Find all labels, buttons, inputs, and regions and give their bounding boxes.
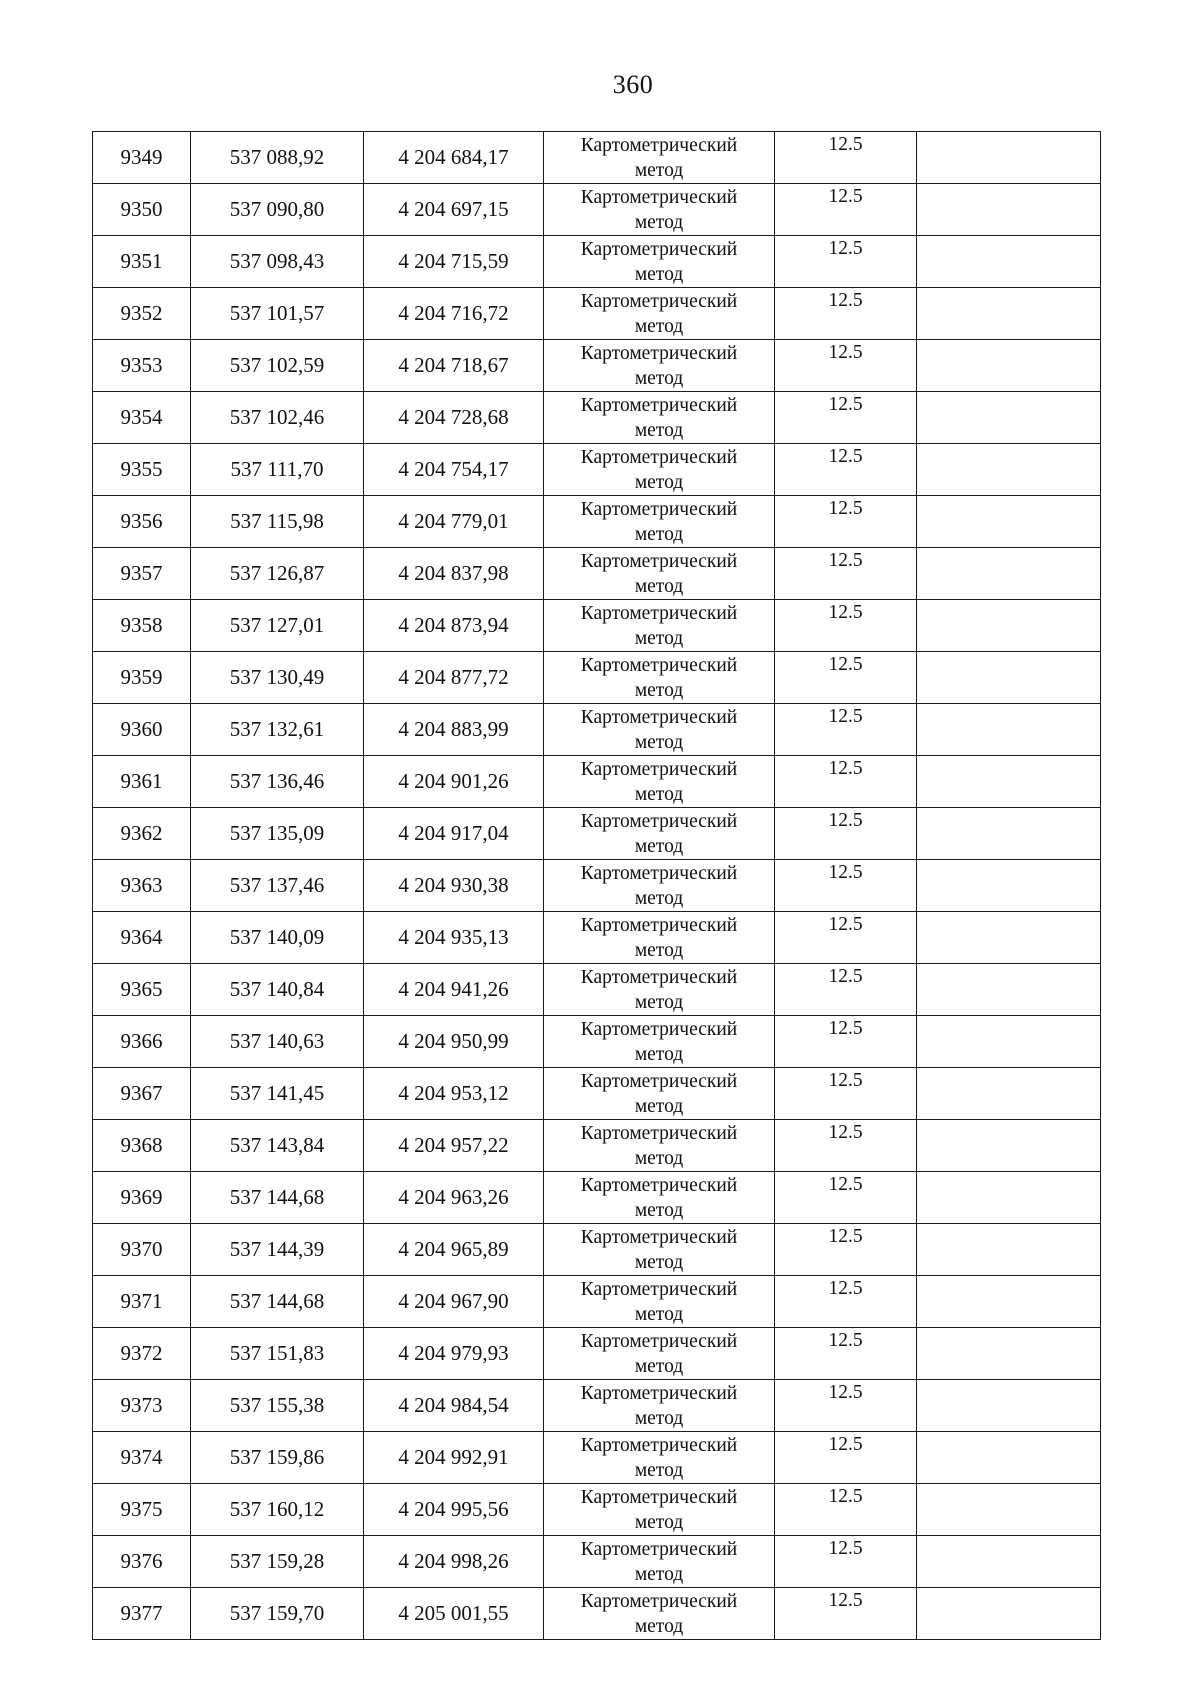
note-cell [917,912,1101,964]
accuracy-cell: 12.5 [775,964,917,1016]
note-cell [917,1536,1101,1588]
method-cell [544,288,775,340]
table-row [93,1068,1101,1120]
method-cell [544,756,775,808]
y-coordinate-cell: 4 204 716,72 [364,288,544,340]
y-coordinate-cell: 4 204 684,17 [364,132,544,184]
note-cell [917,964,1101,1016]
note-cell [917,1328,1101,1380]
note-cell [917,1432,1101,1484]
accuracy-cell: 12.5 [775,1588,917,1640]
table-row [93,1016,1101,1068]
method-line-1: Картометрический [580,1071,738,1092]
x-coordinate-cell: 537 155,38 [191,1380,364,1432]
method-line-1: Картометрический [580,759,738,780]
note-cell [917,704,1101,756]
method-line-1: Картометрический [580,499,738,520]
note-cell [917,1276,1101,1328]
table-row [93,964,1101,1016]
table-row [93,1432,1101,1484]
method-cell [544,1536,775,1588]
method-line-2: метод [634,1044,684,1065]
note-cell [917,236,1101,288]
method-line-1: Картометрический [580,1019,738,1040]
point-number-cell: 9365 [93,964,191,1016]
x-coordinate-cell: 537 159,86 [191,1432,364,1484]
note-cell [917,756,1101,808]
method-line-2: метод [634,680,684,701]
y-coordinate-cell: 4 204 965,89 [364,1224,544,1276]
accuracy-cell: 12.5 [775,444,917,496]
x-coordinate-cell: 537 159,28 [191,1536,364,1588]
method-line-1: Картометрический [580,291,738,312]
accuracy-cell: 12.5 [775,652,917,704]
table-row [93,912,1101,964]
y-coordinate-cell: 4 204 935,13 [364,912,544,964]
y-coordinate-cell: 4 204 995,56 [364,1484,544,1536]
method-cell [544,392,775,444]
note-cell [917,444,1101,496]
method-line-1: Картометрический [580,1279,738,1300]
method-line-2: метод [634,160,684,181]
page-number: 360 [612,70,654,99]
point-number-cell: 9363 [93,860,191,912]
note-cell [917,548,1101,600]
table-row [93,1328,1101,1380]
x-coordinate-cell: 537 090,80 [191,184,364,236]
method-line-2: метод [634,1148,684,1169]
point-number-cell: 9360 [93,704,191,756]
method-line-2: метод [634,1408,684,1429]
method-cell [544,912,775,964]
method-cell [544,132,775,184]
table-row [93,704,1101,756]
y-coordinate-cell: 4 204 998,26 [364,1536,544,1588]
method-line-1: Картометрический [580,343,738,364]
accuracy-cell: 12.5 [775,1328,917,1380]
accuracy-cell: 12.5 [775,184,917,236]
table-row [93,1224,1101,1276]
point-number-cell: 9370 [93,1224,191,1276]
method-line-1: Картометрический [580,187,738,208]
accuracy-cell: 12.5 [775,1120,917,1172]
method-line-1: Картометрический [580,655,738,676]
table-row [93,1120,1101,1172]
accuracy-cell: 12.5 [775,1224,917,1276]
table-row [93,340,1101,392]
table-row [93,444,1101,496]
method-line-2: метод [634,524,684,545]
note-cell [917,600,1101,652]
accuracy-cell: 12.5 [775,236,917,288]
point-number-cell: 9356 [93,496,191,548]
y-coordinate-cell: 4 204 917,04 [364,808,544,860]
method-cell [544,444,775,496]
x-coordinate-cell: 537 144,68 [191,1172,364,1224]
y-coordinate-cell: 4 204 950,99 [364,1016,544,1068]
accuracy-cell: 12.5 [775,1380,917,1432]
method-line-2: метод [634,1616,684,1637]
y-coordinate-cell: 4 204 715,59 [364,236,544,288]
x-coordinate-cell: 537 127,01 [191,600,364,652]
x-coordinate-cell: 537 140,09 [191,912,364,964]
method-cell [544,496,775,548]
y-coordinate-cell: 4 204 883,99 [364,704,544,756]
point-number-cell: 9375 [93,1484,191,1536]
method-line-1: Картометрический [580,1175,738,1196]
accuracy-cell: 12.5 [775,912,917,964]
method-line-1: Картометрический [580,395,738,416]
point-number-cell: 9377 [93,1588,191,1640]
method-cell [544,860,775,912]
accuracy-cell: 12.5 [775,288,917,340]
table-row [93,1276,1101,1328]
y-coordinate-cell: 4 204 941,26 [364,964,544,1016]
table-row [93,496,1101,548]
method-line-1: Картометрический [580,1591,738,1612]
table-row [93,548,1101,600]
x-coordinate-cell: 537 141,45 [191,1068,364,1120]
method-line-2: метод [634,992,684,1013]
y-coordinate-cell: 4 204 930,38 [364,860,544,912]
point-number-cell: 9367 [93,1068,191,1120]
point-number-cell: 9376 [93,1536,191,1588]
x-coordinate-cell: 537 140,84 [191,964,364,1016]
point-number-cell: 9353 [93,340,191,392]
x-coordinate-cell: 537 130,49 [191,652,364,704]
x-coordinate-cell: 537 137,46 [191,860,364,912]
point-number-cell: 9352 [93,288,191,340]
x-coordinate-cell: 537 098,43 [191,236,364,288]
method-cell [544,1588,775,1640]
method-line-2: метод [634,472,684,493]
point-number-cell: 9359 [93,652,191,704]
point-number-cell: 9369 [93,1172,191,1224]
x-coordinate-cell: 537 132,61 [191,704,364,756]
x-coordinate-cell: 537 136,46 [191,756,364,808]
y-coordinate-cell: 4 204 979,93 [364,1328,544,1380]
method-cell [544,1172,775,1224]
accuracy-cell: 12.5 [775,548,917,600]
table-row [93,236,1101,288]
method-line-2: метод [634,420,684,441]
y-coordinate-cell: 4 204 963,26 [364,1172,544,1224]
method-line-2: метод [634,836,684,857]
method-line-2: метод [634,628,684,649]
note-cell [917,132,1101,184]
method-line-2: метод [634,1460,684,1481]
point-number-cell: 9373 [93,1380,191,1432]
note-cell [917,1172,1101,1224]
accuracy-cell: 12.5 [775,1432,917,1484]
method-cell [544,964,775,1016]
table-row [93,756,1101,808]
y-coordinate-cell: 4 204 877,72 [364,652,544,704]
x-coordinate-cell: 537 151,83 [191,1328,364,1380]
method-line-1: Картометрический [580,1539,738,1560]
note-cell [917,1068,1101,1120]
method-line-1: Картометрический [580,1331,738,1352]
x-coordinate-cell: 537 144,68 [191,1276,364,1328]
method-line-1: Картометрический [580,967,738,988]
method-cell [544,1276,775,1328]
method-cell [544,652,775,704]
accuracy-cell: 12.5 [775,392,917,444]
method-cell [544,236,775,288]
table-row [93,184,1101,236]
coordinates-table [92,131,1101,1640]
method-line-2: метод [634,1564,684,1585]
point-number-cell: 9358 [93,600,191,652]
method-line-1: Картометрический [580,551,738,572]
note-cell [917,652,1101,704]
x-coordinate-cell: 537 101,57 [191,288,364,340]
y-coordinate-cell: 4 204 957,22 [364,1120,544,1172]
method-line-1: Картометрический [580,447,738,468]
y-coordinate-cell: 4 204 754,17 [364,444,544,496]
method-cell [544,1484,775,1536]
method-cell [544,184,775,236]
point-number-cell: 9362 [93,808,191,860]
accuracy-cell: 12.5 [775,808,917,860]
method-line-2: метод [634,1096,684,1117]
method-line-2: метод [634,1252,684,1273]
note-cell [917,340,1101,392]
x-coordinate-cell: 537 135,09 [191,808,364,860]
method-cell [544,1068,775,1120]
note-cell [917,1588,1101,1640]
table-row [93,288,1101,340]
note-cell [917,288,1101,340]
method-line-1: Картометрический [580,1383,738,1404]
method-line-1: Картометрический [580,915,738,936]
x-coordinate-cell: 537 102,59 [191,340,364,392]
point-number-cell: 9371 [93,1276,191,1328]
accuracy-cell: 12.5 [775,132,917,184]
accuracy-cell: 12.5 [775,1172,917,1224]
y-coordinate-cell: 4 204 953,12 [364,1068,544,1120]
method-cell [544,1016,775,1068]
method-line-2: метод [634,576,684,597]
method-line-2: метод [634,940,684,961]
note-cell [917,1224,1101,1276]
point-number-cell: 9350 [93,184,191,236]
method-cell [544,1432,775,1484]
method-line-1: Картометрический [580,1227,738,1248]
accuracy-cell: 12.5 [775,756,917,808]
table-row [93,1172,1101,1224]
y-coordinate-cell: 4 204 901,26 [364,756,544,808]
y-coordinate-cell: 4 204 718,67 [364,340,544,392]
table-row [93,1588,1101,1640]
method-line-2: метод [634,784,684,805]
method-line-2: метод [634,316,684,337]
method-cell [544,340,775,392]
point-number-cell: 9349 [93,132,191,184]
method-line-2: метод [634,264,684,285]
table-row [93,1536,1101,1588]
table-row [93,652,1101,704]
note-cell [917,184,1101,236]
point-number-cell: 9351 [93,236,191,288]
point-number-cell: 9368 [93,1120,191,1172]
method-line-1: Картометрический [580,135,738,156]
y-coordinate-cell: 4 205 001,55 [364,1588,544,1640]
y-coordinate-cell: 4 204 728,68 [364,392,544,444]
point-number-cell: 9366 [93,1016,191,1068]
y-coordinate-cell: 4 204 873,94 [364,600,544,652]
table-row [93,1380,1101,1432]
y-coordinate-cell: 4 204 967,90 [364,1276,544,1328]
table-row [93,132,1101,184]
accuracy-cell: 12.5 [775,1068,917,1120]
method-line-1: Картометрический [580,1487,738,1508]
coordinates-table-body [93,132,1101,1640]
method-line-1: Картометрический [580,707,738,728]
accuracy-cell: 12.5 [775,340,917,392]
method-cell [544,1328,775,1380]
point-number-cell: 9374 [93,1432,191,1484]
x-coordinate-cell: 537 160,12 [191,1484,364,1536]
point-number-cell: 9364 [93,912,191,964]
method-line-2: метод [634,212,684,233]
method-cell [544,808,775,860]
method-line-2: метод [634,1356,684,1377]
note-cell [917,392,1101,444]
note-cell [917,1380,1101,1432]
accuracy-cell: 12.5 [775,600,917,652]
accuracy-cell: 12.5 [775,1016,917,1068]
method-line-2: метод [634,368,684,389]
note-cell [917,808,1101,860]
point-number-cell: 9357 [93,548,191,600]
note-cell [917,1120,1101,1172]
method-line-2: метод [634,1304,684,1325]
method-cell [544,1224,775,1276]
x-coordinate-cell: 537 143,84 [191,1120,364,1172]
method-line-2: метод [634,1512,684,1533]
method-line-2: метод [634,1200,684,1221]
point-number-cell: 9361 [93,756,191,808]
accuracy-cell: 12.5 [775,1536,917,1588]
y-coordinate-cell: 4 204 837,98 [364,548,544,600]
method-line-1: Картометрический [580,811,738,832]
y-coordinate-cell: 4 204 992,91 [364,1432,544,1484]
accuracy-cell: 12.5 [775,704,917,756]
point-number-cell: 9355 [93,444,191,496]
x-coordinate-cell: 537 102,46 [191,392,364,444]
x-coordinate-cell: 537 088,92 [191,132,364,184]
table-row [93,600,1101,652]
method-cell [544,600,775,652]
method-cell [544,704,775,756]
note-cell [917,1016,1101,1068]
method-cell [544,1120,775,1172]
x-coordinate-cell: 537 144,39 [191,1224,364,1276]
x-coordinate-cell: 537 140,63 [191,1016,364,1068]
x-coordinate-cell: 537 111,70 [191,444,364,496]
table-row [93,808,1101,860]
point-number-cell: 9354 [93,392,191,444]
y-coordinate-cell: 4 204 697,15 [364,184,544,236]
method-line-1: Картометрический [580,239,738,260]
method-cell [544,548,775,600]
method-line-2: метод [634,732,684,753]
y-coordinate-cell: 4 204 779,01 [364,496,544,548]
accuracy-cell: 12.5 [775,860,917,912]
point-number-cell: 9372 [93,1328,191,1380]
method-cell [544,1380,775,1432]
table-row [93,392,1101,444]
x-coordinate-cell: 537 159,70 [191,1588,364,1640]
note-cell [917,1484,1101,1536]
method-line-1: Картометрический [580,1123,738,1144]
accuracy-cell: 12.5 [775,496,917,548]
y-coordinate-cell: 4 204 984,54 [364,1380,544,1432]
method-line-2: метод [634,888,684,909]
note-cell [917,860,1101,912]
method-line-1: Картометрический [580,1435,738,1456]
table-row [93,860,1101,912]
x-coordinate-cell: 537 126,87 [191,548,364,600]
method-line-1: Картометрический [580,603,738,624]
table-row [93,1484,1101,1536]
x-coordinate-cell: 537 115,98 [191,496,364,548]
method-line-1: Картометрический [580,863,738,884]
accuracy-cell: 12.5 [775,1484,917,1536]
accuracy-cell: 12.5 [775,1276,917,1328]
note-cell [917,496,1101,548]
